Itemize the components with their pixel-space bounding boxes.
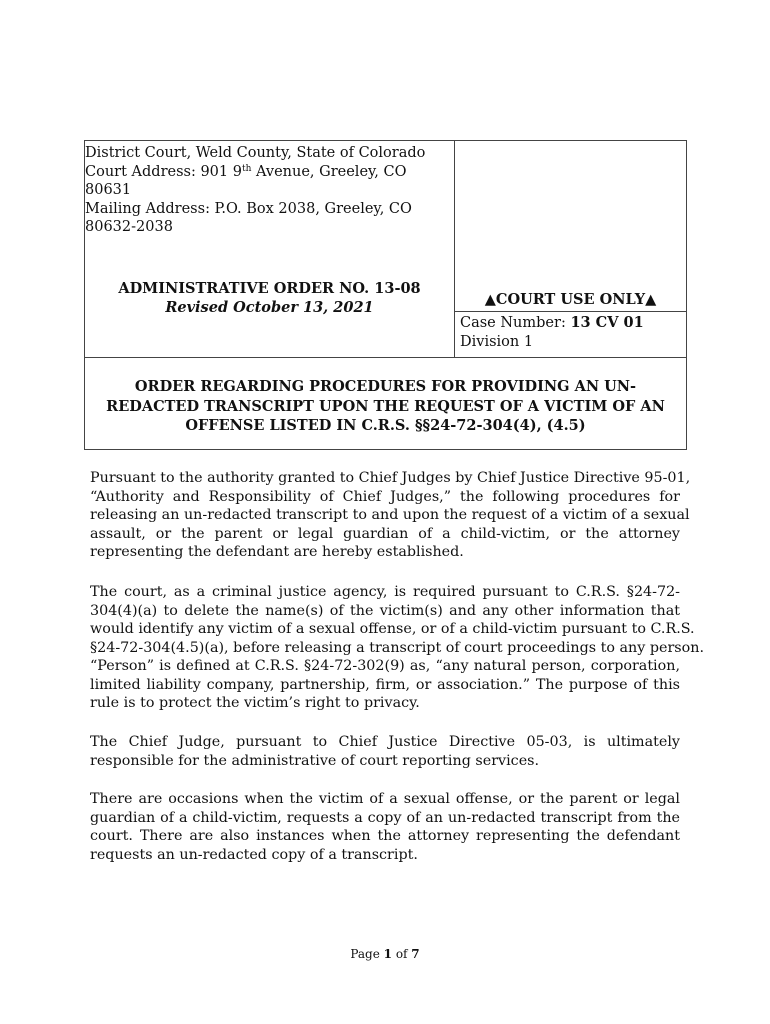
caption-divider-vertical — [454, 141, 455, 357]
court-name: District Court, Weld County, State of Colorado — [85, 145, 426, 161]
division: Division 1 — [460, 333, 534, 350]
admin-order-number: ADMINISTRATIVE ORDER NO. 13-08 — [118, 280, 421, 297]
paragraph-occasions: There are occasions when the victim of a sexual offense, or the parent or legal guardian of a child-victim, requests a copy of an un-redacted transcript from the court. There are also instances when the attorney representing the defendant requests an un-redacted copy of a transcript. — [90, 791, 680, 863]
court-address: Court Address: 901 9th Avenue, Greeley, CO — [85, 163, 407, 180]
page-total: 7 — [411, 947, 420, 961]
court-info — [85, 144, 445, 237]
revised-date: Revised October 13, 2021 — [165, 299, 374, 316]
caption-box — [84, 140, 687, 450]
mailing-address: Mailing Address: P.O. Box 2038, Greeley, CO — [85, 200, 412, 217]
caption-divider-horizontal — [85, 357, 686, 358]
case-info — [460, 314, 644, 351]
court-use-only: ▲COURT USE ONLY▲ — [484, 291, 657, 308]
paragraph-authority: Pursuant to the authority granted to Chief Judges by Chief Justice Directive 95-01, “Authority and Responsibility of Chief Judges,” the following procedures for releasing an un-redacted transcript to and upon the request of a victim of a sexual assault, or the parent or legal guardian of a child-victim, or the attorney representing the defendant are hereby established. — [90, 470, 691, 560]
court-zip: 80631 — [85, 182, 132, 198]
paragraph-chief-judge: The Chief Judge, pursuant to Chief Justice Directive 05-03, is ultimately responsible for the administrative of court reporting services. — [90, 734, 680, 769]
page-footer: Page 1 of 7 — [350, 947, 420, 961]
paragraph-criminal-justice: The court, as a criminal justice agency, is required pursuant to C.R.S. §24-72- 304(4)(a) to delete the name(s) of the victim(s) and any other information that would identify any victim of a sexual offense, or of a child-victim pursuant to C.R.S. §24-72-304(4.5)(a), before releasing a transcript of court proceedings to any person. “Person” is defined at C.R.S. §24-72-302(9) as, “any natural person, corporation, limited liability company, partnership, firm, or association.” The purpose of this rule is to protect the victim’s right to privacy. — [90, 584, 705, 711]
case-number: Case Number: 13 CV 01 — [460, 314, 644, 331]
mailing-zip: 80632-2038 — [85, 219, 173, 235]
page-current: 1 — [383, 947, 392, 961]
admin-order — [85, 279, 454, 317]
order-title: ORDER REGARDING PROCEDURES FOR PROVIDING AN UN- REDACTED TRANSCRIPT UPON THE REQUEST OF A VICTIM OF AN OFFENSE LISTED IN C.R.S. §§24-72-304(4), (4.5) — [106, 378, 665, 434]
court-use-divider — [454, 311, 687, 312]
